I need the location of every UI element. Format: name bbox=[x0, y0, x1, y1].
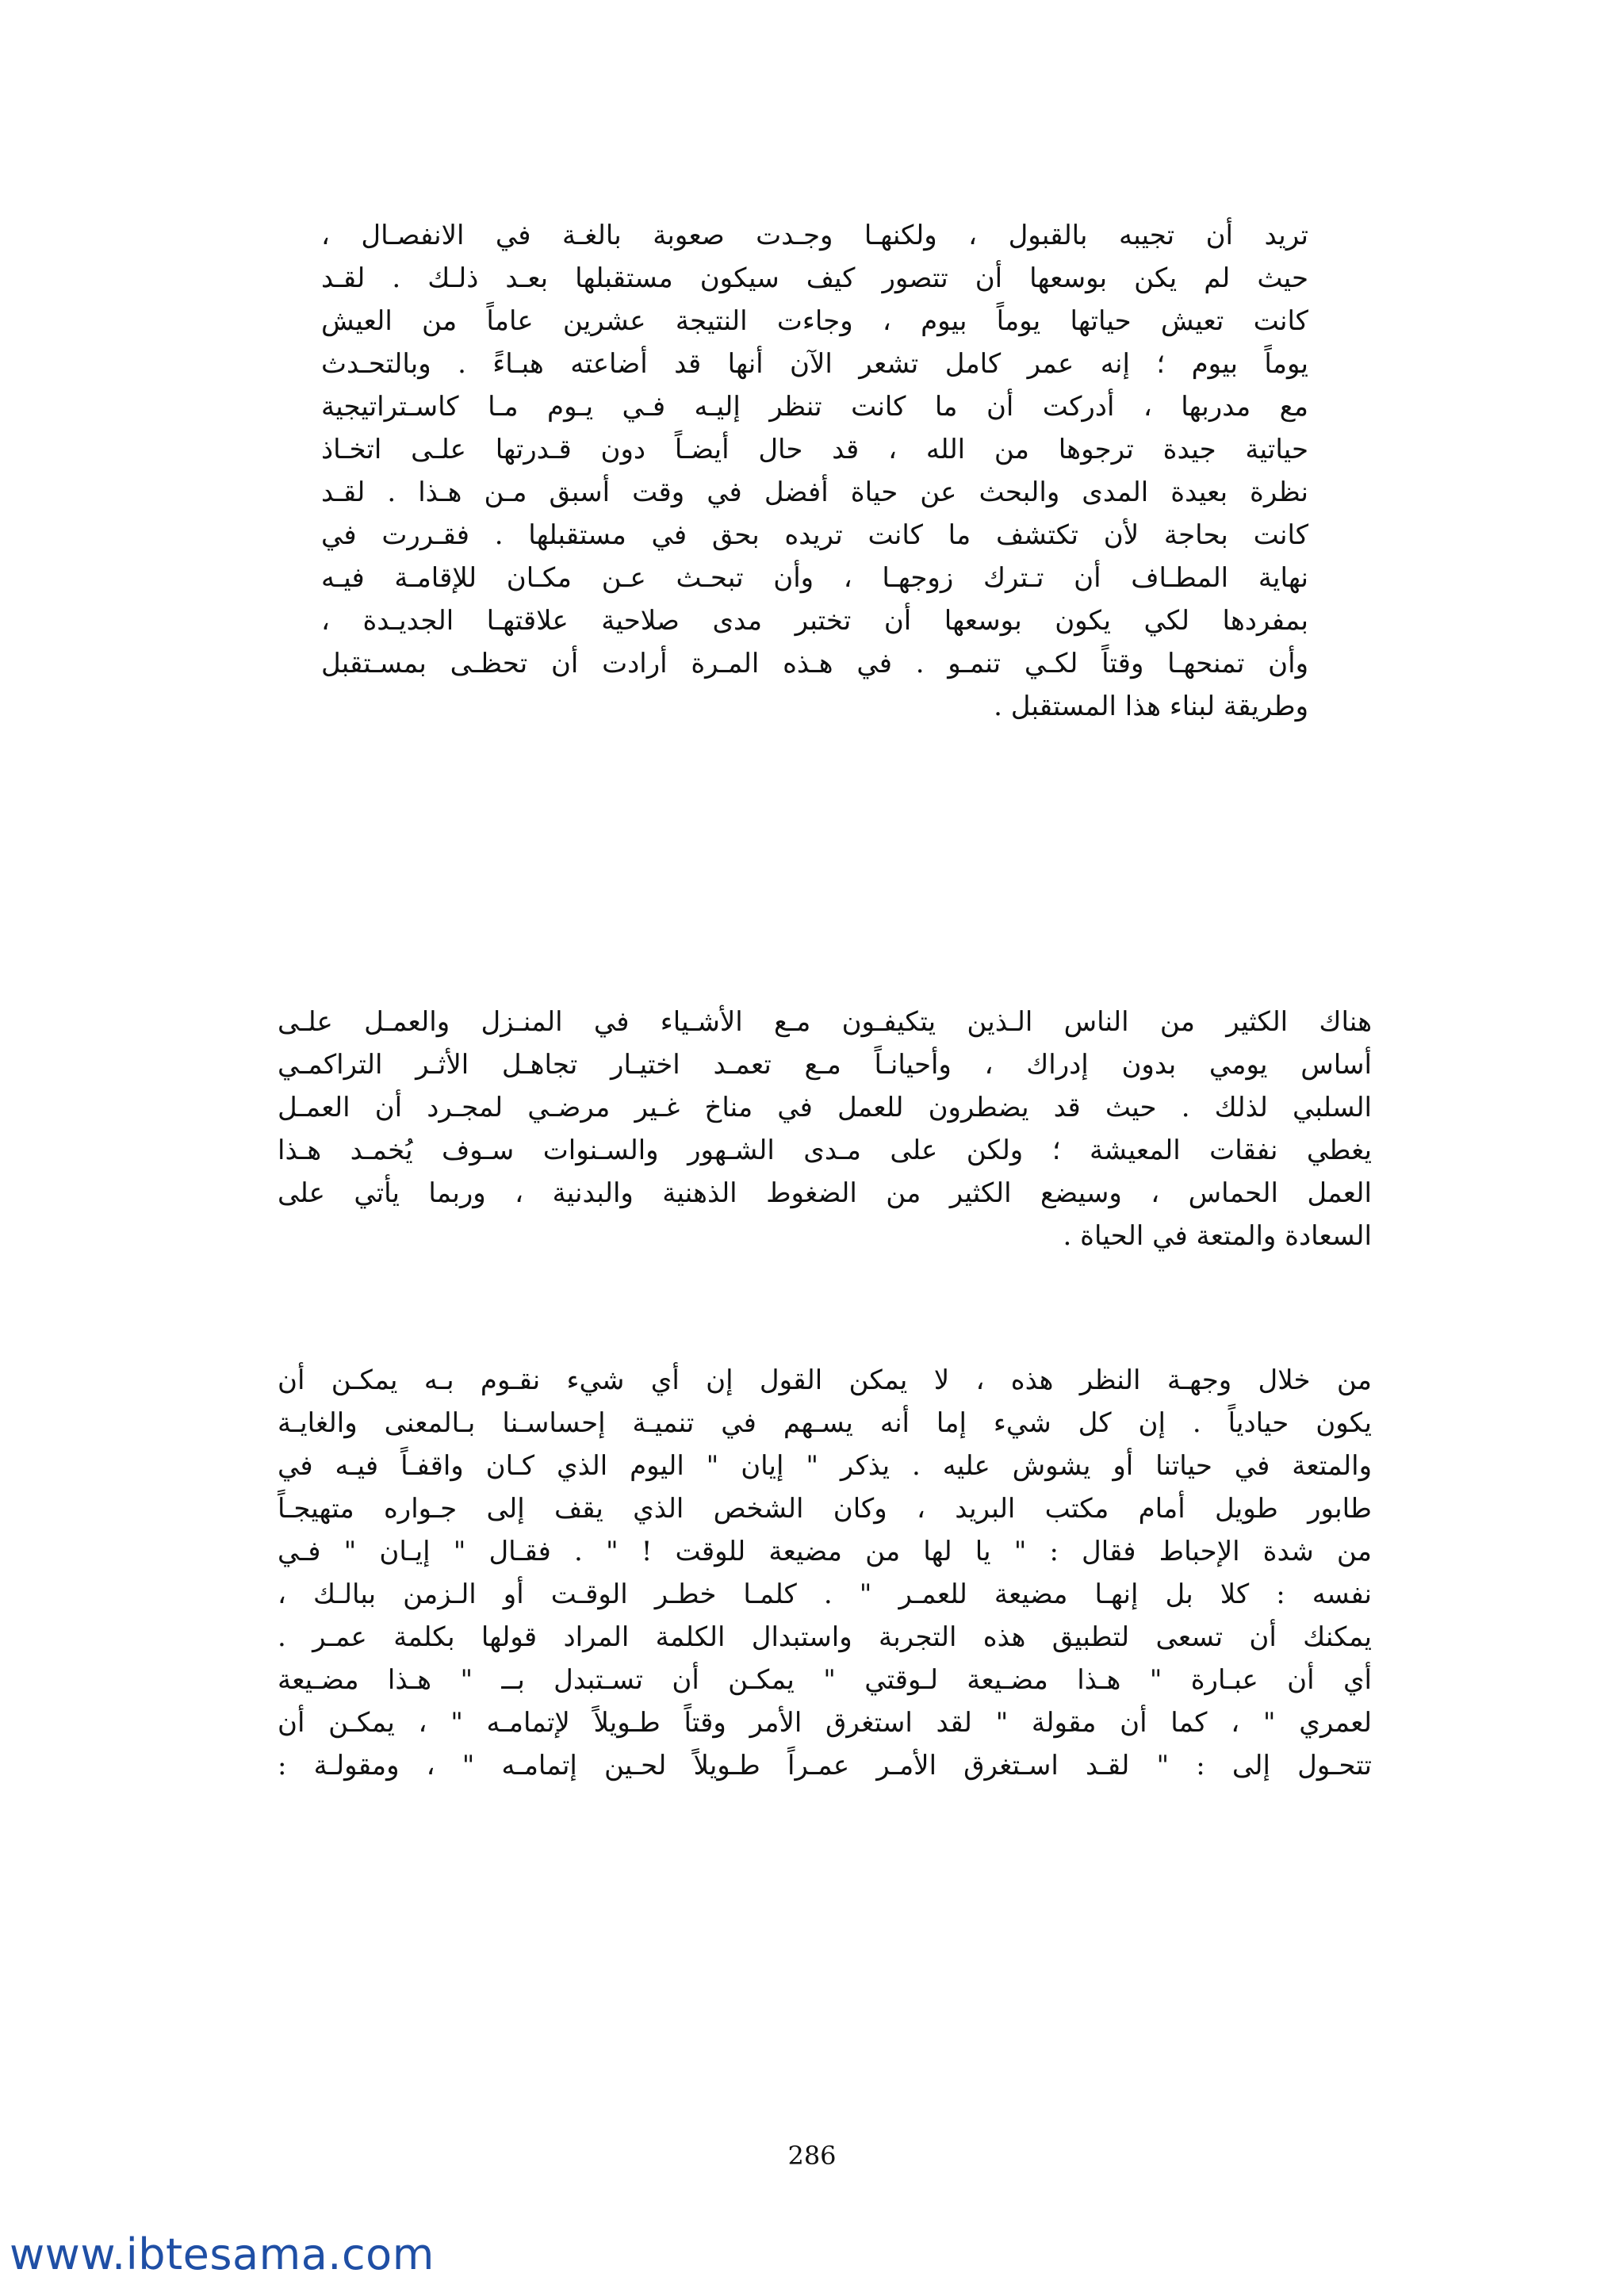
text-line: أساس يومي بدون إدراك ، وأحيانـاً مـع تعمـد اختيـار تجاهـل الأثـر التراكمـي bbox=[278, 1049, 1372, 1081]
page-number: 286 bbox=[787, 2141, 837, 2171]
watermark-url: www.ibtesama.com bbox=[10, 2229, 435, 2279]
text-line: يكون حيادياً . إن كل شيء إما أنه يسـهم في تنميـة إحساسـنا بـالمعنى والغايـة bbox=[278, 1407, 1372, 1439]
text-line: طابور طويل أمام مكتب البريد ، وكان الشخص الذي يقف إلى جـواره متهيجـاً bbox=[278, 1493, 1372, 1525]
text-line: يغطي نفقات المعيشة ؛ ولكن على مـدى الشـهور والسـنوات سـوف يُخمـد هـذا bbox=[278, 1135, 1372, 1166]
text-line: لعمري " ، كما أن مقولة " لقد استغرق الأمر وقتاً طـويلاً لإتمامـه " ، يمكـن أن bbox=[278, 1707, 1372, 1739]
text-line: حياتية جيدة ترجوها من الله ، قد حال أيضـاً دون قـدرتها علـى اتخـاذ bbox=[321, 434, 1308, 465]
text-line: مع مدربها ، أدركت أن ما كانت تنظر إليـه فـي يـوم مـا كاسـتراتيجية bbox=[321, 391, 1308, 423]
text-line: السعادة والمتعة في الحياة . bbox=[1063, 1220, 1372, 1252]
paragraph bbox=[321, 214, 1308, 728]
text-line: وأن تمنحهـا وقتاً لكـي تنمـو . في هـذه المـرة أرادت أن تحظـى بمسـتقبل bbox=[321, 648, 1308, 679]
text-line: العمل الحماس ، وسيضع الكثير من الضغوط الذهنية والبدنية ، وربما يأتي على bbox=[278, 1177, 1372, 1209]
paragraph bbox=[278, 1359, 1372, 1787]
text-line: حيث لم يكن بوسعها أن تتصور كيف سيكون مستقبلها بعـد ذلـك . لقـد bbox=[321, 262, 1308, 294]
text-line: تريد أن تجيبه بالقبول ، ولكنهـا وجـدت صعوبة بالغـة في الانفصـال ، bbox=[321, 220, 1308, 251]
text-line: السلبي لذلك . حيث قد يضطرون للعمل في مناخ غـير مرضـي لمجـرد أن العمـل bbox=[278, 1092, 1372, 1123]
text-line: من شدة الإحباط فقال : " يا لها من مضيعة للوقت ! " . فقـال " إيـان " فـي bbox=[278, 1536, 1372, 1567]
text-line: أي أن عبـارة " هـذا مضـيعة لـوقتي " يمكـن أن تسـتبدل بــ " هـذا مضـيعة bbox=[278, 1664, 1372, 1696]
text-line: نظرة بعيدة المدى والبحث عن حياة أفضل في وقت أسبق مـن هـذا . لقـد bbox=[321, 476, 1308, 508]
text-line: يوماً بيوم ؛ إنه عمر كامل تشعر الآن أنها قد أضاعته هبـاءً . وبالتحـدث bbox=[321, 348, 1308, 380]
paragraph bbox=[278, 1001, 1372, 1257]
text-line: والمتعة في حياتنا أو يشوش عليه . يذكر " إيان " اليوم الذي كـان واقفـاً فيـه في bbox=[278, 1450, 1372, 1482]
text-line: كانت تعيش حياتها يوماً بيوم ، وجاءت النتيجة عشرين عاماً من العيش bbox=[321, 305, 1308, 337]
text-line: نفسه : كلا بل إنهـا مضيعة للعمـر " . كلمـا خطـر الوقـت أو الـزمن ببالـك ، bbox=[278, 1578, 1372, 1610]
text-line: هناك الكثير من الناس الـذين يتكيفـون مـع الأشـياء في المنـزل والعمـل علـى bbox=[278, 1006, 1372, 1038]
text-line: من خلال وجهـة النظر هذه ، لا يمكن القول إن أي شيء نقـوم بـه يمكـن أن bbox=[278, 1364, 1372, 1396]
text-line: كانت بحاجة لأن تكتشف ما كانت تريده بحق في مستقبلها . فقـررت في bbox=[321, 519, 1308, 551]
text-line: يمكنك أن تسعى لتطبيق هذه التجربة واستبدال الكلمة المراد قولها بكلمة عمـر . bbox=[278, 1621, 1372, 1653]
text-line: نهاية المطـاف أن تـترك زوجهـا ، وأن تبحـث عـن مكـان للإقامـة فيـه bbox=[321, 562, 1308, 594]
text-line: تتحـول إلى : " لقـد اسـتغرق الأمـر عمـراً طـويلاً لحـين إتمامـه " ، ومقولـة : bbox=[278, 1750, 1372, 1781]
text-line: وطريقة لبناء هذا المستقبل . bbox=[994, 691, 1308, 722]
text-line: بمفردها لكي يكون بوسعها أن تختبر مدى صلاحية علاقتهـا الجديـدة ، bbox=[321, 605, 1308, 637]
